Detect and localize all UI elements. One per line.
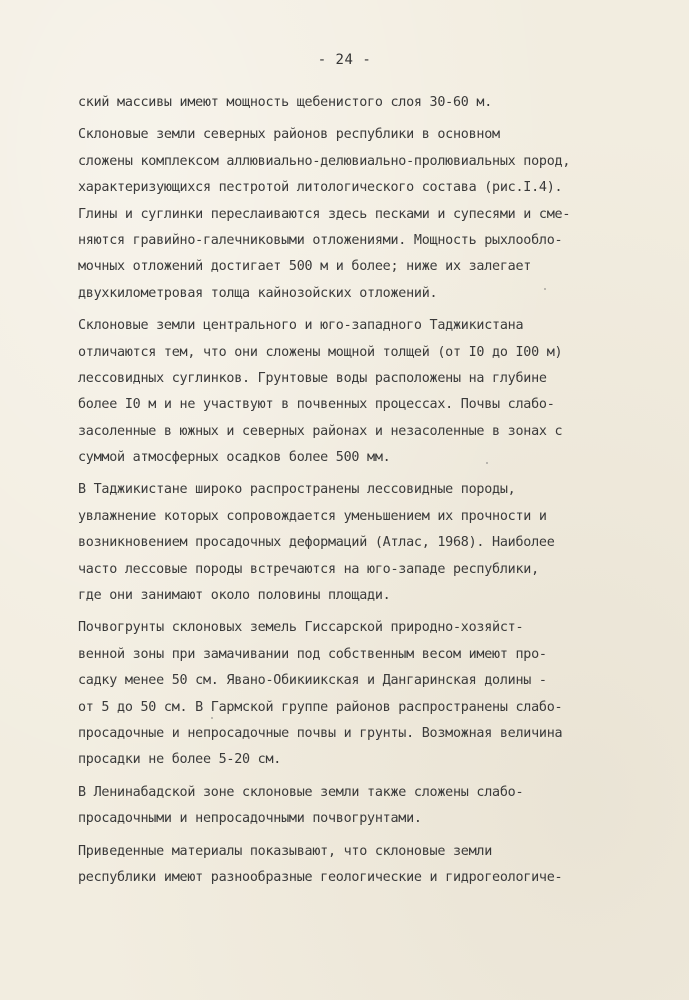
text-line: суммой атмосферных осадков более 500 мм.	[78, 450, 391, 466]
paper-speck	[486, 462, 488, 464]
text-line: мочных отложений достигает 500 м и более; ниже их залегает	[78, 259, 532, 275]
text-line: сложены комплексом аллювиально-делювиально-пролювиальных пород,	[78, 153, 571, 169]
text-line: В Таджикистане широко распространены лессовидные породы,	[78, 482, 516, 498]
text-line: возникновением просадочных деформаций (Атлас, 1968). Наиболее	[78, 535, 555, 551]
paper-speck	[544, 288, 546, 290]
text-line: отличаются тем, что они сложены мощной толщей (от I0 до I00 м)	[78, 344, 563, 360]
paper-speck	[211, 717, 213, 719]
page-number: - 24 -	[317, 52, 372, 68]
text-line: часто лессовые породы встречаются на юго-западе республики,	[78, 561, 539, 577]
text-line: увлажнение которых сопровождается уменьшением их прочности и	[78, 508, 547, 524]
body-text	[78, 90, 618, 891]
paragraph	[78, 122, 618, 307]
paragraph	[78, 313, 618, 471]
text-line: Глины и суглинки переслаиваются здесь песками и супесями и сме-	[78, 206, 571, 222]
text-line: просадочными и непросадочными почвогрунтами.	[78, 811, 422, 827]
text-line: В Ленинабадской зоне склоновые земли также сложены слабо-	[78, 784, 524, 800]
paragraph	[78, 615, 618, 773]
paragraph	[78, 90, 618, 116]
text-line: республики имеют разнообразные геологические и гидрогеологиче-	[78, 869, 563, 885]
text-line: садку менее 50 см. Явано-Обикиикская и Дангаринская долины -	[78, 673, 547, 689]
text-line: Склоновые земли центрального и юго-западного Таджикистана	[78, 318, 524, 334]
text-line: от 5 до 50 см. В Гармской группе районов распространены слабо-	[78, 699, 563, 715]
text-line: няются гравийно-галечниковыми отложениями. Мощность рыхлообло-	[78, 232, 563, 248]
text-line: Склоновые земли северных районов республики в основном	[78, 127, 500, 143]
text-line: просадочные и непросадочные почвы и грунты. Возможная величина	[78, 725, 563, 741]
text-line: Почвогрунты склоновых земель Гиссарской природно-хозяйст-	[78, 620, 524, 636]
text-line: ский массивы имеют мощность щебенистого слоя 30-60 м.	[78, 95, 493, 110]
text-line: более I0 м и не участвуют в почвенных процессах. Почвы слабо-	[78, 397, 555, 413]
text-line: просадки не более 5-20 см.	[78, 752, 282, 768]
text-line: венной зоны при замачивании под собственным весом имеют про-	[78, 646, 547, 662]
text-line: Приведенные материалы показывают, что склоновые земли	[78, 843, 493, 859]
text-line: где они занимают около половины площади.	[78, 588, 391, 604]
paragraph	[78, 477, 618, 609]
text-line: двухкилометровая толща кайнозойских отложений.	[78, 285, 438, 301]
paragraph	[78, 839, 618, 892]
text-line: лессовидных суглинков. Грунтовые воды расположены на глубине	[78, 370, 547, 386]
text-line: засоленные в южных и северных районах и незасоленные в зонах с	[78, 423, 563, 439]
text-line: характеризующихся пестротой литологического состава (рис.I.4).	[78, 180, 563, 196]
paragraph	[78, 780, 618, 833]
